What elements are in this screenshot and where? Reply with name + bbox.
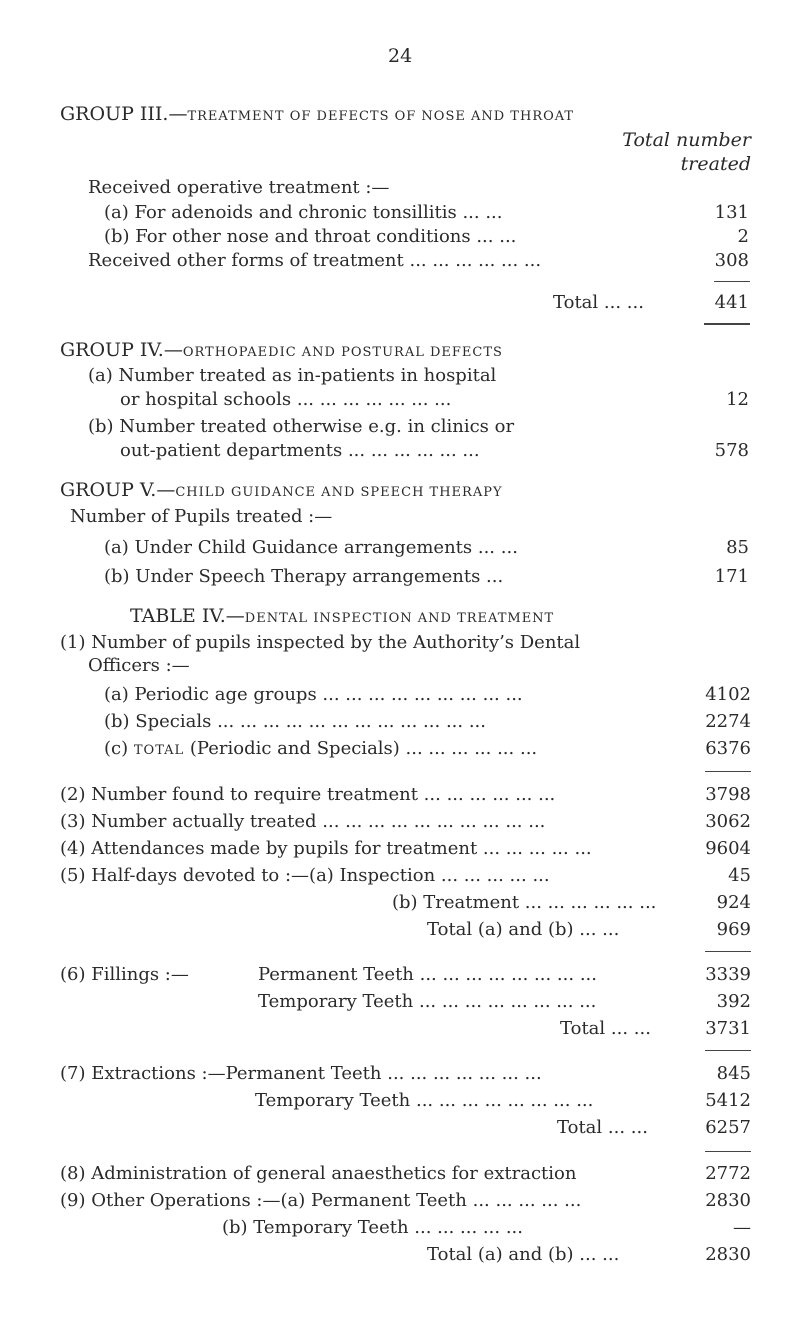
table4-item5-label: (5) Half-days devoted to :—(a) Inspection ... ... ... ... ...: [60, 865, 550, 886]
table4-item1-a-label: (a) Periodic age groups ... ... ... ... ... ... ... ... ...: [104, 684, 523, 705]
table4-item1-b-value: 2274: [705, 711, 751, 732]
table4-item8-value: 2772: [705, 1163, 751, 1184]
group5-item-a-value: 85: [726, 537, 749, 558]
group4-b-value: 578: [714, 440, 749, 461]
table4-item2-label: (2) Number found to require treatment ... ... ... ... ... ...: [60, 784, 556, 805]
table4-item1-line1: (1) Number of pupils inspected by the Authority’s Dental: [60, 632, 581, 653]
table4-heading-text: DENTAL INSPECTION AND TREATMENT: [244, 611, 555, 626]
group3-item-a-value: 131: [714, 202, 749, 223]
group3-total-label: Total ... ...: [553, 292, 644, 313]
column-header-line1: Total number: [622, 129, 751, 151]
group3-item-b-value: 2: [737, 226, 749, 247]
table4-item5-rule: [705, 951, 751, 952]
table4-item1-c-label: [104, 737, 537, 763]
group3-heading: [60, 102, 574, 129]
group3-total-value: 441: [714, 292, 749, 313]
group4-heading-prefix: GROUP IV.: [60, 339, 164, 361]
table4-item6-prefix: (6) Fillings :—: [60, 964, 189, 985]
table4-item4-label: (4) Attendances made by pupils for treatment ... ... ... ... ...: [60, 838, 592, 859]
group3-total-rule: [704, 323, 750, 325]
table4-item9-b-value: —: [733, 1217, 751, 1238]
table4-item1-b-label: (b) Specials ... ... ... ... ... ... ... ... ... ... ... ...: [104, 711, 486, 732]
table4-item7-total-label: Total ... ...: [557, 1117, 648, 1138]
table4-item4-value: 9604: [705, 838, 751, 859]
column-header-line2: treated: [680, 153, 751, 175]
group3-item-b-label: (b) For other nose and throat conditions ... ...: [104, 226, 517, 247]
table4-item1-rule: [705, 771, 751, 772]
table4-item6-total-label: Total ... ...: [560, 1018, 651, 1039]
group3-heading-text: TREATMENT OF DEFECTS OF NOSE AND THROAT: [187, 109, 575, 124]
table4-item1-c-sc: TOTAL: [133, 743, 185, 758]
table4-item1-c-prefix: (c): [104, 738, 134, 759]
group3-other-label: Received other forms of treatment ... ... ... ... ... ...: [88, 250, 542, 271]
group4-heading-dash: —: [163, 339, 183, 361]
table4-item7-perm-value: 845: [716, 1063, 751, 1084]
table4-item6-temp-label: Temporary Teeth ... ... ... ... ... ... ... ...: [258, 991, 597, 1012]
group5-heading-text: CHILD GUIDANCE AND SPEECH THERAPY: [175, 485, 503, 500]
table4-item3-label: (3) Number actually treated ... ... ... ... ... ... ... ... ... ...: [60, 811, 546, 832]
group3-heading-prefix: GROUP III.: [60, 103, 169, 125]
group4-b-line2: out-patient departments ... ... ... ... ... ...: [120, 440, 480, 461]
table4-item1-c-rest: (Periodic and Specials) ... ... ... ... ... ...: [184, 738, 538, 759]
group5-item-b-value: 171: [714, 566, 749, 587]
table4-item5-b-value: 924: [716, 892, 751, 913]
table4-heading-dash: —: [225, 605, 245, 627]
group4-a-line1: (a) Number treated as in-patients in hospital: [88, 365, 497, 386]
table4-item5-a-value: 45: [728, 865, 751, 886]
table4-item6-total-value: 3731: [705, 1018, 751, 1039]
group4-a-value: 12: [726, 389, 749, 410]
table4-item1-c-value: 6376: [705, 738, 751, 759]
table4-item9-total-value: 2830: [705, 1244, 751, 1265]
table4-item9-label: (9) Other Operations :—(a) Permanent Teeth ... ... ... ... ...: [60, 1190, 582, 1211]
table4-item9-a-value: 2830: [705, 1190, 751, 1211]
group5-heading-prefix: GROUP V.: [60, 479, 157, 501]
table4-item5-total-value: 969: [716, 919, 751, 940]
group4-b-line1: (b) Number treated otherwise e.g. in clinics or: [88, 416, 515, 437]
table4-item1-a-value: 4102: [705, 684, 751, 705]
group4-heading-text: ORTHOPAEDIC AND POSTURAL DEFECTS: [182, 345, 503, 360]
table4-item1-line2: Officers :—: [88, 655, 190, 676]
table4-item2-value: 3798: [705, 784, 751, 805]
table4-item9-b-label: (b) Temporary Teeth ... ... ... ... ...: [222, 1217, 523, 1238]
group4-a-line2: or hospital schools ... ... ... ... ... ... ...: [120, 389, 452, 410]
group3-item-a-label: (a) For adenoids and chronic tonsillitis ... ...: [104, 202, 503, 223]
table4-item7-total-value: 6257: [705, 1117, 751, 1138]
group3-other-value: 308: [714, 250, 749, 271]
table4-heading-prefix: TABLE IV.: [130, 605, 226, 627]
table4-item8-label: (8) Administration of general anaesthetics for extraction: [60, 1163, 577, 1184]
group5-subheading: Number of Pupils treated :—: [70, 506, 333, 527]
table4-item9-total-label: Total (a) and (b) ... ...: [427, 1244, 620, 1265]
table4-item7-rule: [705, 1151, 751, 1152]
group3-received-operative: Received operative treatment :—: [88, 177, 390, 198]
table4-item3-value: 3062: [705, 811, 751, 832]
group3-heading-dash: —: [168, 103, 188, 125]
table4-item6-temp-value: 392: [716, 991, 751, 1012]
table4-item6-perm-value: 3339: [705, 964, 751, 985]
group5-item-a-label: (a) Under Child Guidance arrangements ... ...: [104, 537, 518, 558]
group4-heading: [60, 338, 503, 365]
group3-sum-rule: [714, 281, 750, 282]
table4-item7-temp-value: 5412: [705, 1090, 751, 1111]
table4-item7-label: (7) Extractions :—Permanent Teeth ... ... ... ... ... ... ...: [60, 1063, 542, 1084]
table4-item6-perm-label: Permanent Teeth ... ... ... ... ... ... ... ...: [258, 964, 597, 985]
group5-item-b-label: (b) Under Speech Therapy arrangements ...: [104, 566, 504, 587]
page-number: 24: [388, 45, 413, 67]
group5-heading: [60, 478, 503, 505]
table4-item6-rule: [705, 1050, 751, 1051]
table4-item5-b-label: (b) Treatment ... ... ... ... ... ...: [392, 892, 657, 913]
table4-heading: [130, 604, 554, 631]
group5-heading-dash: —: [156, 479, 176, 501]
table4-item5-total-label: Total (a) and (b) ... ...: [427, 919, 620, 940]
table4-item7-temp-label: Temporary Teeth ... ... ... ... ... ... ... ...: [255, 1090, 594, 1111]
